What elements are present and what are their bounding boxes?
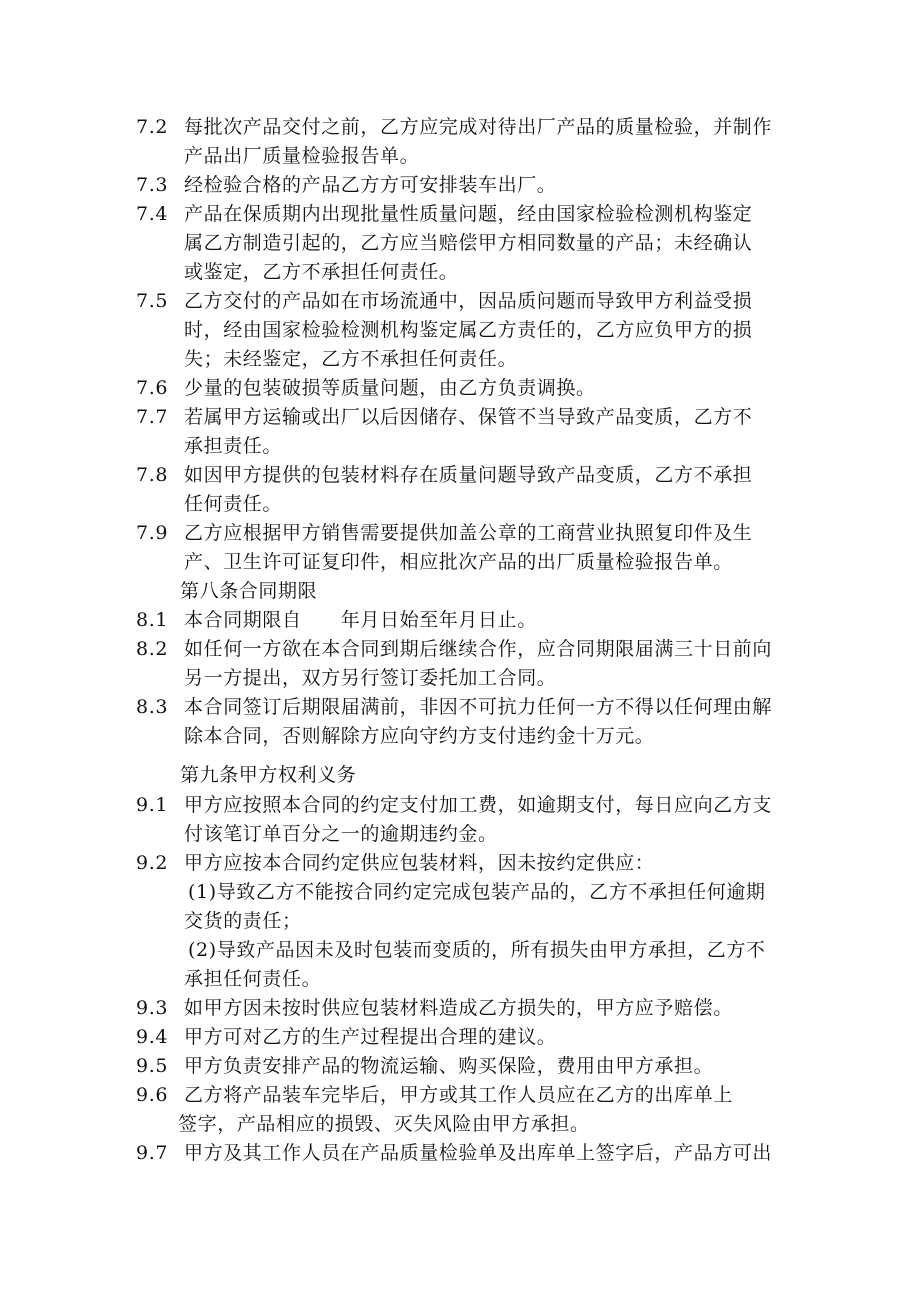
clause-number: 9.4	[136, 1026, 169, 1048]
clause-text: 任何责任。	[184, 493, 283, 515]
clause-number: 9.2	[136, 852, 169, 874]
clause-number: 8.1	[136, 609, 169, 631]
clause-number: 8.2	[136, 638, 169, 660]
section-heading: 第九条甲方权利义务	[180, 764, 357, 786]
clause-text: 属乙方制造引起的，乙方应当赔偿甲方相同数量的产品；未经确认	[184, 232, 753, 254]
clause-text: 若属甲方运输或出厂以后因储存、保管不当导致产品变质，乙方不	[184, 406, 753, 428]
clause-number: 7.5	[136, 290, 169, 312]
clause-text: 少量的包装破损等质量问题，由乙方负责调换。	[184, 377, 596, 399]
clause-text: 甲方应按照本合同的约定支付加工费，如逾期支付，每日应向乙方支	[184, 794, 773, 816]
clause-text: 交货的责任；	[184, 910, 302, 932]
clause-text: 本合同签订后期限届满前，非因不可抗力任何一方不得以任何理由解	[184, 696, 773, 718]
clause-text: 除本合同，否则解除方应向守约方支付违约金十万元。	[184, 725, 655, 747]
clause-text: 乙方应根据甲方销售需要提供加盖公章的工商营业执照复印件及生	[184, 522, 753, 544]
clause-text: 如甲方因未按时供应包装材料造成乙方损失的，甲方应予赔偿。	[184, 997, 733, 1019]
clause-text: 失；未经鉴定，乙方不承担任何责任。	[184, 348, 518, 370]
clause-number: 9.6	[136, 1084, 169, 1106]
clause-text: 本合同期限自 年月日始至年月日止。	[184, 609, 537, 631]
clause-text: 时，经由国家检验检测机构鉴定属乙方责任的，乙方应负甲方的损	[184, 319, 753, 341]
clause-text: 另一方提出，双方另行签订委托加工合同。	[184, 667, 557, 689]
clause-text: 每批次产品交付之前，乙方应完成对待出厂产品的质量检验，并制作	[184, 116, 773, 138]
clause-text: (2)导致产品因未及时包装而变质的，所有损失由甲方承担，乙方不	[188, 939, 766, 961]
clause-text: 签字，产品相应的损毁、灭失风险由甲方承担。	[178, 1113, 590, 1135]
clause-number: 7.9	[136, 522, 169, 544]
clause-text: 甲方及其工作人员在产品质量检验单及出库单上签字后，产品方可出	[184, 1142, 773, 1164]
clause-text: 产、卫生许可证复印件，相应批次产品的出厂质量检验报告单。	[184, 551, 733, 573]
clause-number: 9.7	[136, 1142, 169, 1164]
clause-number: 7.8	[136, 464, 169, 486]
clause-text: 承担任何责任。	[184, 968, 322, 990]
clause-text: 或鉴定，乙方不承担任何责任。	[184, 261, 459, 283]
clause-text: 乙方将产品装车完毕后，甲方或其工作人员应在乙方的出库单上	[184, 1084, 733, 1106]
section-heading: 第八条合同期限	[180, 580, 318, 602]
clause-number: 8.3	[136, 696, 169, 718]
clause-number: 9.1	[136, 794, 169, 816]
clause-number: 9.5	[136, 1055, 169, 1077]
clause-number: 7.2	[136, 116, 169, 138]
clause-text: 产品在保质期内出现批量性质量问题，经由国家检验检测机构鉴定	[184, 203, 753, 225]
clause-text: (1)导致乙方不能按合同约定完成包装产品的，乙方不承担任何逾期	[188, 881, 766, 903]
clause-number: 7.3	[136, 174, 169, 196]
clause-text: 甲方可对乙方的生产过程提出合理的建议。	[184, 1026, 557, 1048]
clause-number: 7.4	[136, 203, 169, 225]
clause-number: 7.6	[136, 377, 169, 399]
clause-text: 甲方应按本合同约定供应包装材料，因未按约定供应：	[184, 852, 655, 874]
clause-text: 产品出厂质量检验报告单。	[184, 145, 420, 167]
clause-text: 经检验合格的产品乙方方可安排装车出厂。	[184, 174, 557, 196]
clause-text: 承担责任。	[184, 435, 283, 457]
clause-text: 甲方负责安排产品的物流运输、购买保险，费用由甲方承担。	[184, 1055, 714, 1077]
clause-text: 如任何一方欲在本合同到期后继续合作，应合同期限届满三十日前向	[184, 638, 773, 660]
clause-number: 7.7	[136, 406, 169, 428]
clause-text: 付该笔订单百分之一的逾期违约金。	[184, 823, 498, 845]
clause-text: 如因甲方提供的包装材料存在质量问题导致产品变质，乙方不承担	[184, 464, 753, 486]
clause-text: 乙方交付的产品如在市场流通中，因品质问题而导致甲方利益受损	[184, 290, 753, 312]
clause-number: 9.3	[136, 997, 169, 1019]
